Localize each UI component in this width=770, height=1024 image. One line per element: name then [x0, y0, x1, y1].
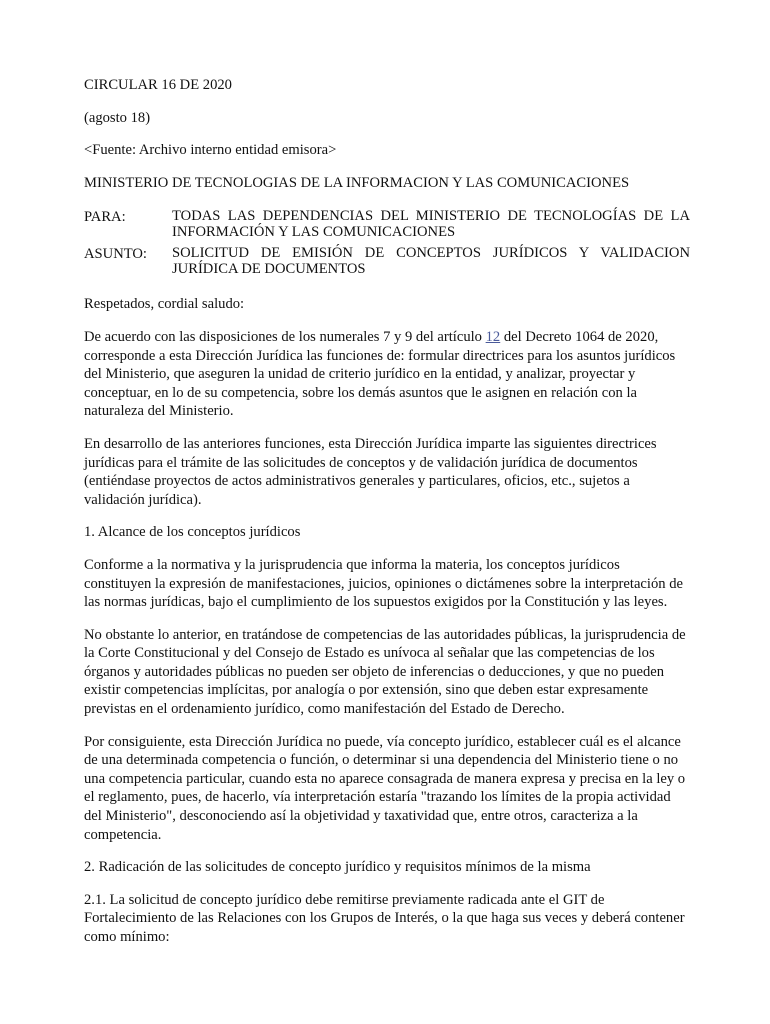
- greeting: Respetados, cordial saludo:: [84, 296, 245, 313]
- article-12-link[interactable]: 12: [485, 328, 501, 345]
- section-1-heading: 1. Alcance de los conceptos jurídicos: [84, 524, 301, 541]
- asunto-row: [84, 245, 690, 277]
- para-label: PARA:: [84, 209, 126, 226]
- asunto-value: SOLICITUD DE EMISIÓN DE CONCEPTOS JURÍDICOS Y VALIDACION JURÍDICA DE DOCUMENTOS: [172, 245, 690, 278]
- paragraph-decree-end: del Decreto 1064 de 2020, corresponde a esta Dirección Jurídica las funciones de: formular directrices para los asuntos jurídicos del Ministerio, que aseguren la unidad de criterio jurídico en la entidad, y analizar, proyectar y conceptuar, en lo de su competencia, sobre los demás asuntos que le asignen en relación con la naturaleza del Ministerio.: [84, 328, 676, 420]
- paragraph-decree-start: De acuerdo con las disposiciones de los numerales 7 y 9 del artículo: [84, 328, 486, 345]
- para-value: TODAS LAS DEPENDENCIAS DEL MINISTERIO DE TECNOLOGÍAS DE LA INFORMACIÓN Y LAS COMUNICACIONES: [172, 208, 690, 241]
- asunto-label: ASUNTO:: [84, 246, 147, 263]
- para-row: [84, 208, 690, 240]
- section-2-heading: 2. Radicación de las solicitudes de concepto jurídico y requisitos mínimos de la misma: [84, 859, 591, 876]
- circular-date: (agosto 18): [84, 109, 151, 126]
- document-page: [84, 76, 690, 961]
- source-note: <Fuente: Archivo interno entidad emisora>: [84, 142, 337, 159]
- paragraph-concepts-definition: Conforme a la normativa y la jurisprudencia que informa la materia, los conceptos jurídicos constituyen la expresión de manifestaciones, juicios, opiniones o dictámenes sobre la interpretación de las normas jurídicas, bajo el cumplimiento de los supuestos exigidos por la Constitución y las leyes.: [84, 556, 683, 611]
- paragraph-consequence: Por consiguiente, esta Dirección Jurídica no puede, vía concepto jurídico, establecer cuál es el alcance de una determinada competencia o función, o determinar si una dependencia del Ministerio tiene o no una competencia particular, cuando esta no aparece consagrada de manera expresa y precisa en la ley o el reglamento, pues, de hacerlo, vía interpretación estaría "trazando los límites de la propia actividad del Ministerio", desconociendo así la objetividad y taxatividad que, entre otros, caracteriza a la competencia.: [84, 733, 686, 843]
- circular-title: CIRCULAR 16 DE 2020: [84, 77, 232, 93]
- paragraph-2-1: 2.1. La solicitud de concepto jurídico debe remitirse previamente radicada ante el GIT de Fortalecimiento de las Relaciones con los Grupos de Interés, o la que haga sus veces y deberá contener como mínimo:: [84, 891, 685, 945]
- ministry-heading: MINISTERIO DE TECNOLOGIAS DE LA INFORMACION Y LAS COMUNICACIONES: [84, 174, 630, 191]
- paragraph-decree: [84, 328, 690, 421]
- paragraph-directives: En desarrollo de las anteriores funciones, esta Dirección Jurídica imparte las siguientes directrices jurídicas para el trámite de las solicitudes de conceptos y de validación jurídica de documentos (entiéndase proyectos de actos administrativos generales y particulares, oficios, etc., sujetos a validación jurídica).: [84, 435, 657, 508]
- paragraph-competencies: No obstante lo anterior, en tratándose de competencias de las autoridades públicas, la jurisprudencia de la Corte Constitucional y del Consejo de Estado es unívoca al señalar que las competencias de los órganos y autoridades públicas no pueden ser objeto de inferencias o deducciones, y que no pueden existir competencias implícitas, por analogía o por extensión, sino que deben estar expresamente previstas en el ordenamiento jurídico, como manifestación del Estado de Derecho.: [84, 626, 686, 718]
